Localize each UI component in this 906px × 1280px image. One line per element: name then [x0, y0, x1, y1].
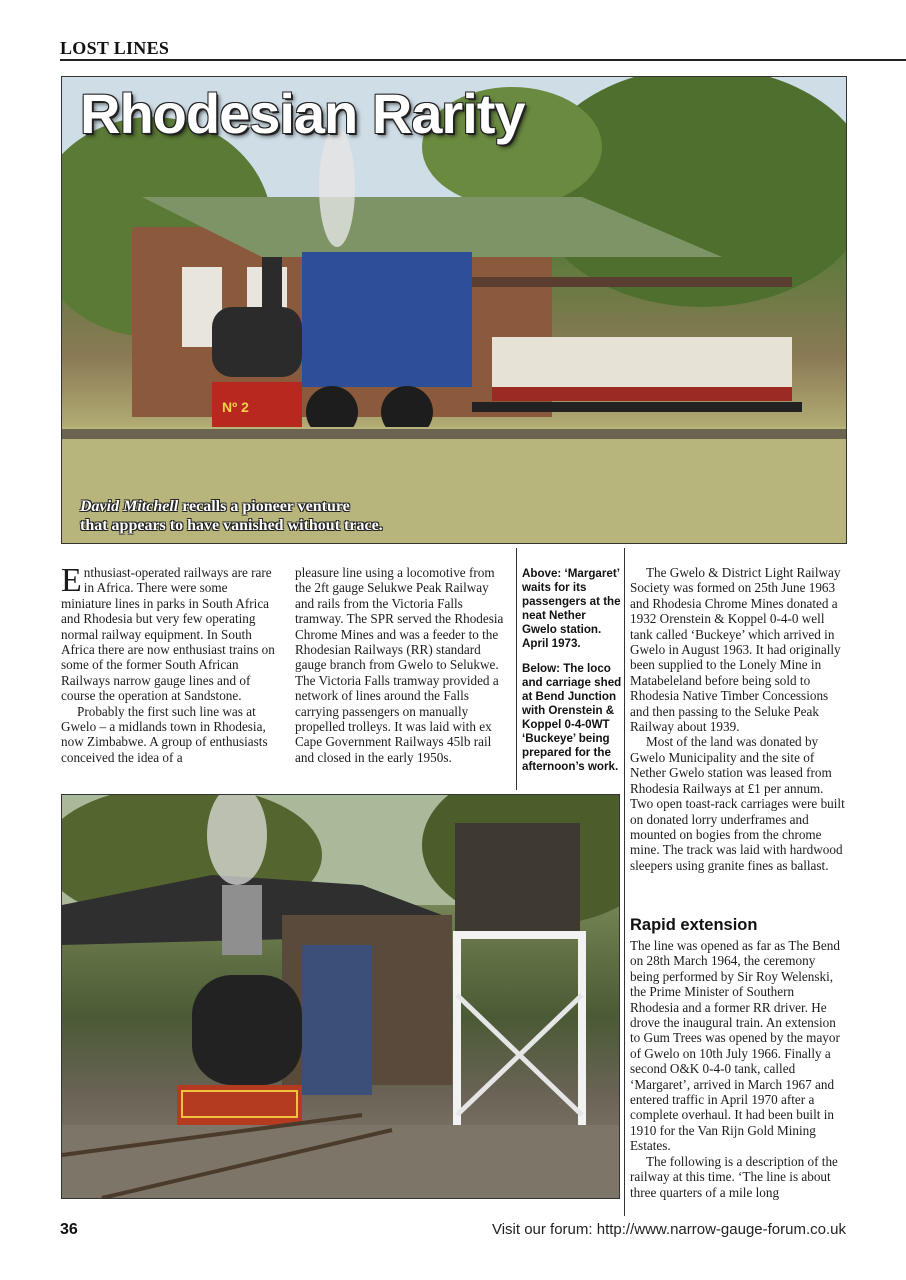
caption-above: Above: ‘Margaret’ waits for its passengers at the neat Nether Gwelo station. April 1973. [522, 567, 621, 650]
shed-illustration [62, 795, 619, 1198]
paragraph [61, 562, 277, 704]
section-label: LOST LINES [60, 38, 170, 58]
standfirst-line2: that appears to have vanished without trace. [80, 517, 383, 534]
paragraph: pleasure line using a locomotive from the 2ft gauge Selukwe Peak Railway and rails from the Victoria Falls tramway. The SPR served the Rhodesia Chrome Mines and was a feeder to the Rhodesian Railways (RR) standard gauge branch from Gwelo to Selukwe. The Victoria Falls tramway provided a network of lines around the Falls carrying passengers on manually propelled trolleys. It was laid with ex Cape Government Railways 45lb rail and closed in the early 1950s. [295, 565, 504, 765]
article-column-3 [630, 565, 846, 873]
article-column-3-continued [630, 938, 846, 1200]
paragraph: The following is a description of the railway at this time. ‘The line is about three quarters of a mile long [630, 1153, 838, 1200]
article-title: Rhodesian Rarity [80, 82, 525, 145]
station-illustration [62, 77, 846, 543]
standfirst-line1: recalls a pioneer venture [178, 498, 350, 515]
paragraph: The line was opened as far as The Bend on 28th March 1964, the ceremony being performed by Sir Roy Welenski, the Prime Minister of Southern Rhodesia and a former RR driver. He drove the inaugural train. An extension to Gum Trees was opened by the mayor of Gwelo on 10th July 1966. Finally a second O&K 0-4-0 tank, called ‘Margaret’, arrived in March 1967 and entered traffic in April 1970 after a complete overhaul. It had been built in 1910 for the Van Rijn Gold Mining Estates. [630, 938, 840, 1154]
drop-cap: E [61, 562, 82, 599]
column-divider [624, 548, 625, 1216]
article-column-2 [295, 565, 511, 765]
subheading: Rapid extension [630, 916, 758, 934]
forum-link[interactable]: Visit our forum: http://www.narrow-gauge-forum.co.uk [491, 1221, 846, 1238]
paragraph: Probably the first such line was at Gwelo – a midlands town in Rhodesia, now Zimbabwe. A group of enthusiasts conceived the idea of a [61, 703, 268, 765]
caption-below: Below: The loco and carriage shed at Bend Junction with Orenstein & Koppel 0-4-0WT ‘Buckeye’ being prepared for the afternoon’s work. [522, 662, 622, 773]
photo-captions [522, 567, 622, 785]
page-number: 36 [60, 1221, 78, 1238]
photo-margaret-station [61, 76, 847, 544]
article-column-1 [61, 562, 277, 765]
header-rule [60, 59, 906, 61]
paragraph: The Gwelo & District Light Railway Society was formed on 25th June 1963 and Rhodesia Chrome Mines donated a 1932 Orenstein & Koppel 0-4-0 well tank called ‘Buckeye’ which arrived in Gwelo in August 1963. It had originally been supplied to the Lonely Mine in Matabeleland before being sold to Rhodesia Native Timber Concessions and then passing to the Seluke Peak Railway about 1939. [630, 565, 841, 735]
standfirst [80, 497, 600, 535]
column-divider [516, 548, 517, 790]
photo-buckeye-shed [61, 794, 620, 1199]
loco-number-plate: Nº 2 [222, 399, 249, 415]
author-name: David Mitchell [80, 498, 179, 515]
paragraph-text: nthusiast-operated railways are rare in Africa. There were some miniature lines in parks in South Africa and Rhodesia but very few operating normal railway equipment. In South Africa there are now enthusiast trains on some of the former South African Railways narrow gauge lines and of course the operation at Sandstone. [61, 565, 275, 704]
paragraph: Most of the land was donated by Gwelo Municipality and the site of Nether Gwelo station was leased from Rhodesia Railways at £1 per annum. Two open toast-rack carriages were built on donated lorry underframes and mounted on bogies from the chrome mine. The track was laid with hardwood sleepers using granite fines as ballast. [630, 734, 845, 873]
